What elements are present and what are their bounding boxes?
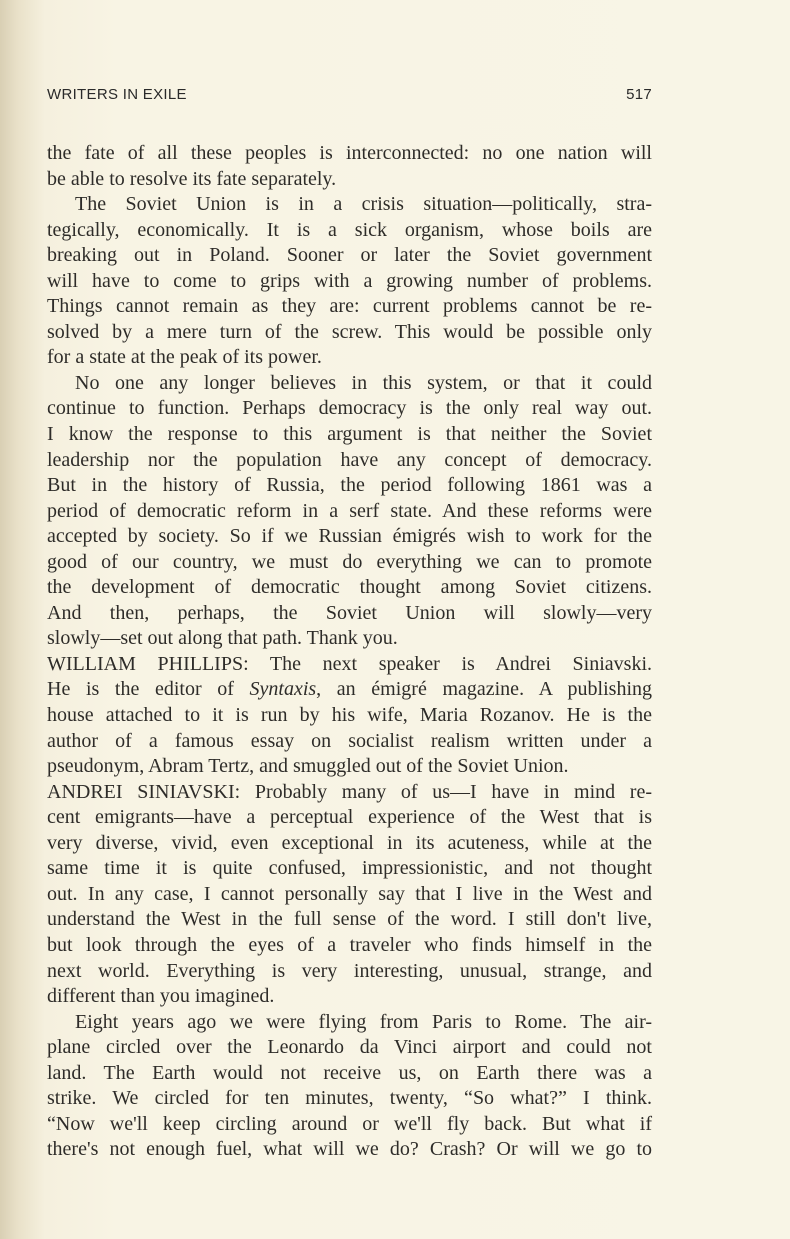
text-line: the fate of all these peoples is interconnected: no one nation will <box>47 142 652 164</box>
text-line: period of democratic reform in a serf state. And these reforms were <box>47 499 652 522</box>
page-number: 517 <box>626 86 652 103</box>
paragraph <box>47 780 652 1010</box>
text-line: Eight years ago we were flying from Paris to Rome. The air- <box>75 1010 652 1033</box>
text-line: next world. Everything is very interesting, unusual, strange, and <box>47 959 652 982</box>
text-line: for a state at the peak of its power. <box>47 346 322 369</box>
text-line: very diverse, vivid, even exceptional in its acuteness, while at the <box>47 831 652 854</box>
text-line: out. In any case, I cannot personally say that I live in the West and <box>47 882 652 905</box>
text-line: solved by a mere turn of the screw. This would be possible only <box>47 320 652 343</box>
text-line: ANDREI SINIAVSKI: Probably many of us—I have in mind re- <box>47 780 652 803</box>
text-line: understand the West in the full sense of the word. I still don't live, <box>47 908 652 931</box>
text-line: accepted by society. So if we Russian émigrés wish to work for the <box>47 525 652 548</box>
text-line: No one any longer believes in this system, or that it could <box>75 371 652 394</box>
text-line: breaking out in Poland. Sooner or later the Soviet government <box>47 244 652 267</box>
text-line: He is the editor of Syntaxis, an émigré magazine. A publishing <box>47 678 652 701</box>
text-line: continue to function. Perhaps democracy is the only real way out. <box>47 397 652 420</box>
text-line: plane circled over the Leonardo da Vinci airport and could not <box>47 1036 652 1059</box>
text-line: And then, perhaps, the Soviet Union will slowly—very <box>47 601 652 624</box>
text-line: land. The Earth would not receive us, on Earth there was a <box>47 1061 652 1084</box>
text-line: be able to resolve its fate separately. <box>47 167 337 190</box>
paragraph <box>47 192 652 371</box>
paragraph <box>47 371 652 652</box>
text-line: I know the response to this argument is that neither the Soviet <box>47 423 652 446</box>
running-title: WRITERS IN EXILE <box>47 86 187 103</box>
text-line: good of our country, we must do everything we can to promote <box>47 550 652 573</box>
text-line: there's not enough fuel, what will we do? Crash? Or will we go to <box>47 1138 652 1161</box>
text-line: the development of democratic thought among Soviet citizens. <box>47 576 652 599</box>
text-line: Things cannot remain as they are: current problems cannot be re- <box>47 295 652 318</box>
magazine-title: Syntaxis <box>249 678 317 701</box>
text-line: author of a famous essay on socialist realism written under a <box>47 729 652 752</box>
text-line: slowly—set out along that path. Thank you. <box>47 627 398 650</box>
text-line: house attached to it is run by his wife, Maria Rozanov. He is the <box>47 704 652 727</box>
text-line: strike. We circled for ten minutes, twenty, “So what?” I think. <box>47 1087 652 1110</box>
text-line: will have to come to grips with a growing number of problems. <box>47 269 652 292</box>
running-header <box>47 86 652 108</box>
text-line: different than you imagined. <box>47 985 275 1008</box>
text-line: leadership nor the population have any concept of democracy. <box>47 448 652 471</box>
text-line: The Soviet Union is in a crisis situation—politically, stra- <box>75 193 652 216</box>
body-text <box>47 141 652 1163</box>
text-line: same time it is quite confused, impressionistic, and not thought <box>47 857 652 880</box>
text-line: WILLIAM PHILLIPS: The next speaker is Andrei Siniavski. <box>47 652 652 675</box>
paragraph <box>47 652 652 780</box>
text-line: “Now we'll keep circling around or we'll fly back. But what if <box>47 1112 652 1135</box>
text-line: But in the history of Russia, the period following 1861 was a <box>47 474 652 497</box>
text-line: tegically, economically. It is a sick organism, whose boils are <box>47 218 652 241</box>
paragraph <box>47 141 652 192</box>
paragraph <box>47 1010 652 1163</box>
text-line: pseudonym, Abram Tertz, and smuggled out of the Soviet Union. <box>47 755 569 778</box>
text-line: but look through the eyes of a traveler who finds himself in the <box>47 933 652 956</box>
text-line: cent emigrants—have a perceptual experience of the West that is <box>47 806 652 829</box>
